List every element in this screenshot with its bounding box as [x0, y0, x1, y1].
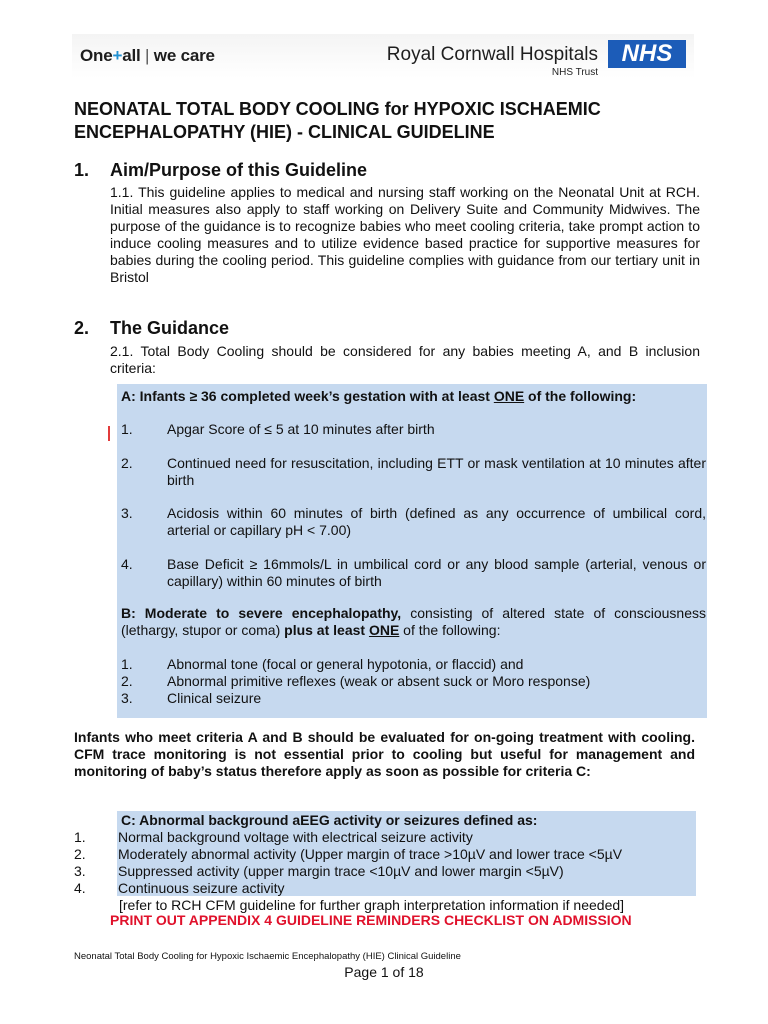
criteria-a-intro — [121, 388, 706, 405]
criteria-b-plus: plus at least — [284, 622, 369, 638]
list-item-number: 3. — [74, 863, 86, 879]
title-line-1: NEONATAL TOTAL BODY COOLING for HYPOXIC ISCHAEMIC — [74, 99, 601, 119]
criteria-statement: Infants who meet criteria A and B should be evaluated for on-going treatment with cooling. CFM trace monitoring is not essential prior to cooling but useful for management and monitoring of baby’s status therefore apply as soon as possible for criteria C: — [74, 729, 695, 779]
list-item — [121, 455, 706, 489]
document-title — [74, 98, 714, 144]
brand-one: One — [80, 46, 113, 65]
section-2-paragraph: 2.1. Total Body Cooling should be considered for any babies meeting A, and B inclusion criteria: — [110, 343, 700, 376]
list-item — [121, 656, 706, 673]
criteria-c-heading: C: Abnormal background aEEG activity or seizures defined as: — [121, 812, 538, 828]
list-item-number: 2. — [74, 846, 86, 862]
page-header — [72, 34, 694, 78]
list-item-number: 3. — [121, 690, 133, 706]
list-item-number: 1. — [121, 656, 133, 672]
list-item — [74, 880, 694, 897]
list-item-number: 2. — [121, 673, 133, 689]
section-1-number: 1. — [74, 160, 90, 180]
list-item-number: 4. — [74, 880, 86, 896]
trust-subtitle: NHS Trust — [551, 67, 598, 78]
criteria-b-end: of the following: — [399, 622, 501, 638]
list-item-text: Apgar Score of ≤ 5 at 10 minutes after birth — [167, 421, 435, 437]
list-item — [121, 421, 706, 438]
criteria-c-note: [refer to RCH CFM guideline for further graph interpretation information if needed] — [119, 897, 625, 913]
list-item-text: Clinical seizure — [167, 690, 262, 706]
list-item — [121, 673, 706, 690]
list-item — [121, 505, 706, 539]
criteria-a-intro-end: of the following: — [524, 388, 637, 404]
section-1-heading — [74, 160, 367, 181]
list-item-number: 1. — [121, 421, 133, 437]
list-item-text: Moderately abnormal activity (Upper margin of trace >10µV and lower trace <5µV — [118, 846, 623, 862]
list-item — [74, 829, 694, 846]
print-notice: PRINT OUT APPENDIX 4 GUIDELINE REMINDERS CHECKLIST ON ADMISSION — [110, 912, 632, 928]
criteria-b-lead: B: Moderate to severe encephalopathy, — [121, 605, 402, 621]
footer-note: Neonatal Total Body Cooling for Hypoxic Ischaemic Encephalopathy (HIE) Clinical Guideline — [74, 951, 461, 962]
criteria-b-mid: consisting of altered state of consciousness (lethargy, stupor or coma) — [121, 605, 706, 638]
list-item-text: Abnormal primitive reflexes (weak or absent suck or Moro response) — [167, 673, 591, 689]
nhs-logo: NHS — [608, 40, 686, 68]
criteria-a-one: ONE — [493, 388, 525, 404]
section-2-heading — [74, 318, 229, 339]
brand-separator: | — [145, 46, 150, 65]
list-item — [74, 863, 694, 880]
brand-plus: + — [112, 46, 123, 65]
brand-care: we care — [153, 46, 215, 65]
list-item-text: Acidosis within 60 minutes of birth (defined as any occurrence of umbilical cord, arterial or capillary pH < 7.00) — [167, 505, 706, 538]
brand-slogan — [80, 46, 215, 66]
list-item-text: Base Deficit ≥ 16mmols/L in umbilical cord or any blood sample (arterial, venous or capillary) within 60 minutes of birth — [167, 556, 706, 589]
list-item-text: Abnormal tone (focal or general hypotonia, or flaccid) and — [167, 656, 524, 672]
section-2-number: 2. — [74, 318, 90, 338]
list-item-number: 1. — [74, 829, 86, 845]
title-line-2: ENCEPHALOPATHY (HIE) - CLINICAL GUIDELINE — [74, 122, 495, 142]
list-item-text: Continued need for resuscitation, including ETT or mask ventilation at 10 minutes after birth — [167, 455, 706, 488]
list-item-text: Normal background voltage with electrical seizure activity — [118, 829, 473, 845]
list-item — [121, 690, 706, 707]
list-item-text: Suppressed activity (upper margin trace <10µV and lower margin <5µV) — [118, 863, 564, 879]
criteria-b-one: ONE — [368, 622, 400, 638]
list-item-number: 4. — [121, 556, 133, 572]
trust-name: Royal Cornwall Hospitals — [386, 44, 598, 65]
list-item — [121, 556, 706, 590]
page-number: Page 1 of 18 — [344, 964, 424, 980]
criteria-a-intro-text: A: Infants ≥ 36 completed week’s gestation with at least — [121, 388, 494, 404]
list-item-number: 3. — [121, 505, 133, 521]
criteria-b-intro — [121, 605, 706, 639]
list-item — [74, 846, 694, 863]
section-1-paragraph: 1.1. This guideline applies to medical and nursing staff working on the Neonatal Unit at RCH. Initial measures also apply to staff working on Delivery Suite and Community Midwives. The purpose of the guidance is to recognize babies who meet cooling criteria, take prompt action to induce cooling measures and to utilize evidence based practice for supportive measures for babies during the cooling period. This guideline complies with guidance from our tertiary unit in Bristol — [110, 184, 700, 285]
brand-all: all — [122, 46, 141, 65]
section-1-title: Aim/Purpose of this Guideline — [110, 160, 368, 180]
section-2-title: The Guidance — [110, 318, 230, 338]
list-item-number: 2. — [121, 455, 133, 471]
list-item-text: Continuous seizure activity — [118, 880, 285, 896]
change-marker — [108, 426, 110, 441]
